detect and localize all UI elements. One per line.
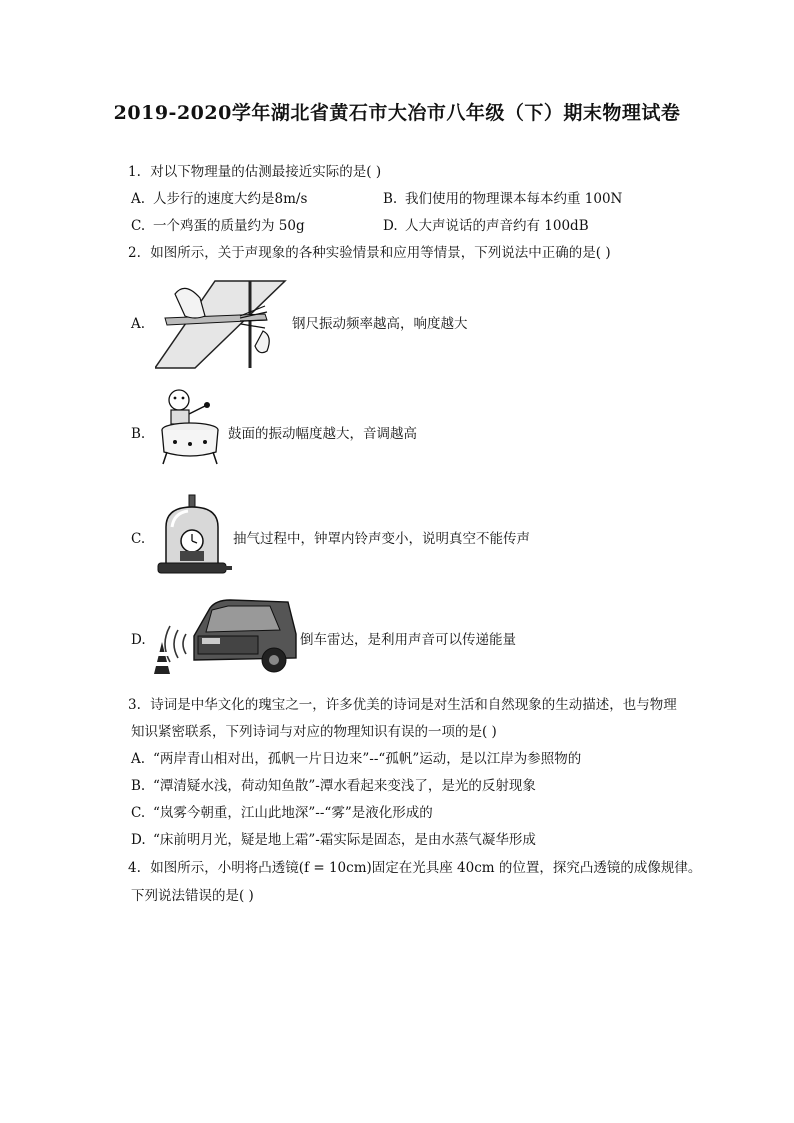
question-2-option-b-label: B. (131, 426, 146, 442)
question-2-option-c-text: 抽气过程中，钟罩内铃声变小，说明真空不能传声 (233, 531, 530, 547)
question-1-option-a: A. 人步行的速度大约是8m/s (131, 191, 308, 207)
question-text: 对以下物理量的估测最接近实际的是( ) (150, 164, 382, 180)
question-3-option-d: D. “床前明月光，疑是地上霜”-霜实际是固态，是由水蒸气凝华形成 (131, 832, 536, 848)
question-2-stem (128, 243, 611, 263)
drum-icon (155, 386, 225, 466)
question-2-option-d-label: D. (131, 632, 146, 648)
bell-jar-icon (154, 493, 232, 581)
question-1-option-c: C. 一个鸡蛋的质量约为 50g (131, 218, 305, 234)
question-number: 3. (128, 697, 141, 713)
question-text: 如图所示，关于声现象的各种实验情景和应用等情景，下列说法中正确的是( ) (150, 245, 611, 261)
question-number: 2. (128, 245, 141, 261)
question-4-stem-line-1 (128, 858, 701, 878)
question-4-stem-line-2: 下列说法错误的是( ) (131, 888, 254, 904)
question-text: 如图所示，小明将凸透镜(f = 10cm)固定在光具座 40cm 的位置，探究凸透镜的成像规律。 (150, 860, 702, 876)
question-1-stem (128, 162, 381, 182)
page-title: 2019-2020学年湖北省黄石市大冶市八年级（下）期末物理试卷 (113, 102, 681, 124)
question-3-stem-line-2: 知识紧密联系，下列诗词与对应的物理知识有误的一项的是( ) (131, 724, 497, 740)
question-2-option-a-label: A. (131, 316, 146, 332)
ruler-vibration-icon (155, 276, 290, 371)
question-2-option-c-label: C. (131, 531, 146, 547)
question-3-stem-line-1 (128, 695, 677, 715)
question-1-option-d: D. 人大声说话的声音约有 100dB (383, 218, 589, 234)
question-text: 诗词是中华文化的瑰宝之一，许多优美的诗词是对生活和自然现象的生动描述，也与物理 (150, 697, 677, 713)
question-number: 4. (128, 860, 141, 876)
question-2-option-b-text: 鼓面的振动幅度越大，音调越高 (228, 426, 417, 442)
car-radar-icon (150, 594, 298, 678)
question-1-option-b: B. 我们使用的物理课本每本约重 100N (383, 191, 623, 207)
question-2-option-d-text: 倒车雷达，是利用声音可以传递能量 (300, 632, 516, 648)
question-3-option-c: C. “岚雾今朝重，江山此地深”--“雾”是液化形成的 (131, 805, 433, 821)
question-3-option-a: A. “两岸青山相对出，孤帆一片日边来”--“孤帆”运动，是以江岸为参照物的 (131, 751, 582, 767)
question-3-option-b: B. “潭清疑水浅，荷动知鱼散”-潭水看起来变浅了，是光的反射现象 (131, 778, 536, 794)
question-2-option-a-text: 钢尺振动频率越高，响度越大 (292, 316, 468, 332)
question-number: 1. (128, 164, 141, 180)
